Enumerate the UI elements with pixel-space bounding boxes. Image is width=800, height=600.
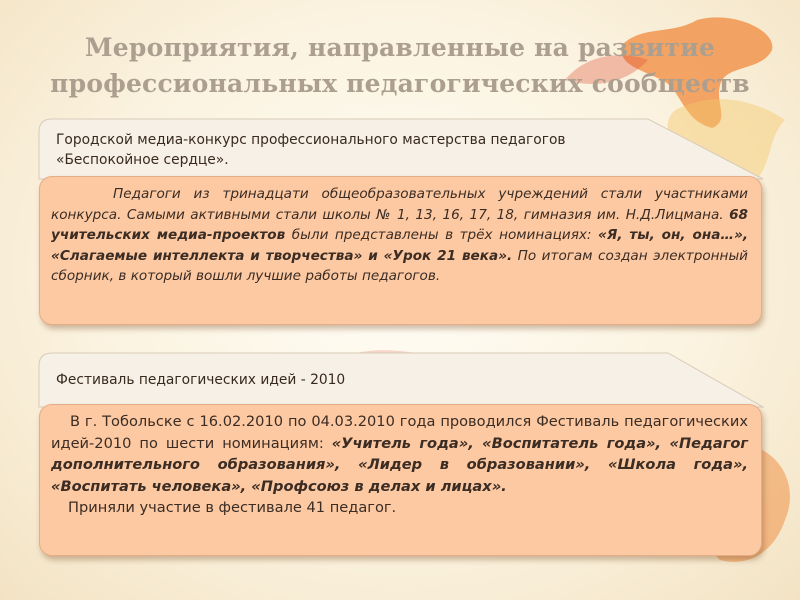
section1-text-c: были представлены в трёх номинациях:: [285, 227, 599, 243]
section2-text-b: «Учитель года», «Воспитатель года», «Педагог дополнительного образования», «Лидер в образовании», «Школа года», «Воспитать человека», «Профсоюз в делах и лицах».: [51, 434, 748, 495]
section1-header: [38, 118, 764, 170]
section1-banner: [38, 118, 764, 180]
section2-banner: [38, 352, 764, 408]
section2-paragraph-1: [51, 411, 748, 497]
section1-text-a: Педагоги из тринадцати общеобразовательных учреждений стали участниками конкурса. Самыми активными стали школы № 1, 13, 16, 17, 18, гимназия им. Н.Д.Лицмана.: [51, 186, 748, 223]
section2-text-a: В г. Тобольске с 16.02.2010 по 04.03.2010 года проводился Фестиваль педагогических идей-2010 по шести номинациям:: [51, 413, 748, 452]
section1-text-b: 68 учительских медиа-проектов: [51, 206, 748, 243]
section2-body: [39, 404, 762, 556]
page-title: [40, 30, 760, 102]
section1-header-line-2: «Беспокойное сердце».: [56, 152, 229, 168]
section1-text-e: По итогам создан электронный сборник, в который вошли лучшие работы педагогов.: [51, 247, 749, 284]
section1-text-d: «Я, ты, он, она…», «Слагаемые интеллекта и творчества» и «Урок 21 века».: [51, 227, 748, 264]
title-line-2: профессиональных педагогических сообществ: [50, 69, 750, 98]
title-line-1: Мероприятия, направленные на развитие: [84, 33, 716, 62]
section2-paragraph-2: Приняли участие в фестивале 41 педагог.: [68, 499, 397, 516]
section2-header: Фестиваль педагогических идей - 2010: [56, 372, 346, 388]
section1-header-line-1: Городской медиа-конкурс профессионального мастерства педагогов: [56, 132, 566, 148]
section1-body: [39, 176, 762, 325]
section1-paragraph: [51, 184, 748, 287]
